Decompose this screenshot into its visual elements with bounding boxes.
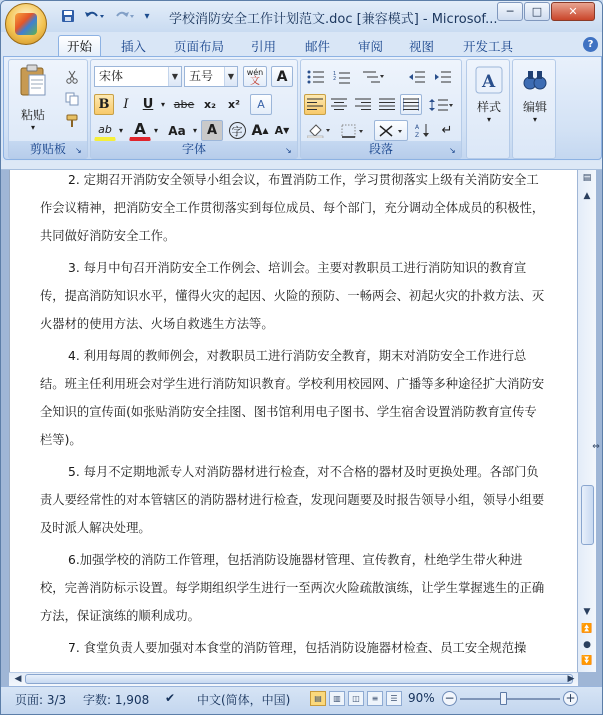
editing-group [512,59,556,159]
browse-object-icon[interactable]: ● [583,640,591,650]
styles-label: 样式 [476,100,501,114]
grow-font-arrow-icon: ▲ [262,126,269,135]
format-painter-icon[interactable] [61,110,83,131]
redo-icon[interactable] [111,7,137,25]
minimize-button[interactable]: ─ [497,2,523,21]
next-page-icon[interactable]: ⏬ [581,656,593,666]
phonetic-guide-button[interactable] [243,66,267,87]
clear-formatting-button[interactable]: A [250,94,272,115]
zoom-level[interactable]: 90% [408,691,435,705]
tab-mailings[interactable]: 邮件 [305,38,331,54]
text-highlight-button[interactable]: ab [94,120,116,141]
shrink-font-button[interactable] [272,120,292,141]
zoom-out-button[interactable]: − [442,691,457,706]
show-marks-icon[interactable]: ↵ [441,123,453,138]
zoom-slider-thumb[interactable] [500,692,507,705]
distributed-icon[interactable] [400,94,422,115]
word-count[interactable]: 字数: 1,908 [83,693,150,707]
borders-icon[interactable] [338,120,368,141]
page-count[interactable]: 页面: 3/3 [15,693,67,707]
editing-chevron-icon: ▾ [532,115,537,124]
multilevel-list-icon[interactable] [358,66,388,87]
editing-button[interactable] [517,66,553,124]
grow-font-label: A [251,122,263,139]
undo-icon[interactable] [81,7,107,25]
customize-qat-chevron-icon[interactable]: ▾ [144,10,150,22]
window-title: 学校消防安全工作计划范文.doc [兼容模式] - Microsof... [169,12,498,27]
font-size-value: 五号 [189,69,214,83]
phonetic-guide-label: wén [246,67,264,77]
change-case-chevron-icon[interactable]: ▾ [192,126,197,135]
scroll-right-icon[interactable]: ▶ [567,673,575,684]
document-page[interactable] [9,170,577,672]
align-center-icon[interactable] [328,94,350,115]
tab-review[interactable]: 审阅 [358,38,384,54]
decrease-indent-icon[interactable] [405,66,429,87]
zoom-in-button[interactable]: + [563,691,578,706]
zoom-slider-track[interactable] [460,698,560,700]
font-color-chevron-icon[interactable]: ▾ [153,126,158,135]
phonetic-guide-icon: 文 [250,75,260,87]
svg-text:Z: Z [415,132,420,138]
previous-page-icon[interactable]: ⏫ [581,624,593,634]
clipboard-launcher-icon[interactable]: ↘ [75,146,82,155]
sort-icon[interactable] [412,120,434,141]
proofing-icon[interactable]: ✔ [165,691,176,705]
help-icon[interactable]: ? [583,37,598,52]
paste-button[interactable] [15,64,51,132]
paragraph-group [300,59,462,159]
line-spacing-icon[interactable] [426,94,456,115]
tab-insert[interactable]: 插入 [121,38,147,54]
font-group-label: 字体 [91,141,297,158]
character-border-button[interactable]: A [271,66,293,87]
font-name-combo[interactable] [94,66,182,87]
tab-home[interactable]: 开始 [58,35,101,56]
underline-chevron-icon[interactable]: ▾ [160,100,165,109]
numbering-icon[interactable] [330,66,356,87]
draft-view-icon[interactable]: ☰ [386,691,402,706]
paragraph-launcher-icon[interactable]: ↘ [449,146,456,155]
web-layout-icon[interactable]: ◫ [348,691,364,706]
tab-view[interactable]: 视图 [409,38,435,54]
grow-font-button[interactable] [250,120,270,141]
font-size-combo[interactable] [184,66,238,87]
paragraph-3[interactable]: 3. 每月中旬召开消防安全工作例会、培训会。主要对教职员工进行消防知识的教育宣传，提高消防知识水平，懂得火灾的起因、火险的预防、一畅两会、初起火灾的扑救方法、灭火器材的使用方法、火场自救逃生方法等。 [40,261,545,331]
close-button[interactable]: ✕ [551,2,595,21]
character-shading-button[interactable]: A [201,120,223,141]
vertical-scrollbar[interactable] [578,170,596,672]
split-handle-icon[interactable]: ⇔ [592,442,600,452]
office-button[interactable] [5,3,47,45]
full-screen-reading-icon[interactable]: ▥ [329,691,345,706]
find-binoculars-icon [521,66,549,94]
font-name-chevron-icon[interactable]: ▼ [168,67,181,86]
ruler-toggle-icon[interactable]: ▤ [582,173,592,183]
quick-access-toolbar [59,7,153,25]
shading-icon[interactable] [304,120,334,141]
save-icon[interactable] [59,7,77,25]
styles-button[interactable] [471,66,507,124]
clipboard-group-label: 剪贴板 [9,141,87,158]
paragraph-7[interactable]: 7. 食堂负责人要加强对本食堂的消防管理，包括消防设施器材检查、员工安全规范操 [68,641,527,655]
cut-icon[interactable] [61,66,83,87]
italic-button[interactable]: I [123,97,129,112]
highlight-chevron-icon[interactable]: ▾ [118,126,123,135]
status-bar [1,686,603,715]
clipboard-group [8,59,88,159]
maximize-button[interactable]: □ [524,2,550,21]
ribbon-tabs [1,32,603,56]
shrink-font-arrow-icon: ▼ [283,126,290,135]
underline-button[interactable]: U [142,97,154,112]
office-logo-icon [15,13,37,35]
font-name-value: 宋体 [99,69,124,83]
paste-label: 粘贴 [20,108,45,122]
shrink-font-label: A [274,124,284,137]
paste-icon [18,64,48,98]
subscript-button[interactable]: x₂ [204,98,216,111]
scroll-left-icon[interactable]: ◀ [14,673,22,684]
paste-chevron-icon: ▾ [30,123,35,132]
align-right-icon[interactable] [352,94,374,115]
chinese-layout-icon[interactable] [374,120,408,141]
justify-icon[interactable] [376,94,398,115]
enclose-characters-label: 字 [229,122,246,139]
title-bar [1,1,603,32]
vertical-scroll-thumb[interactable] [581,485,594,545]
superscript-button[interactable]: x² [228,98,240,111]
horizontal-scroll-thumb[interactable] [25,674,573,684]
paragraph-5[interactable]: 5. 每月不定期地派专人对消防器材进行检查，对不合格的器材及时更换处理。各部门负责人要经常性的对本管辖区的消防器材进行检查，发现问题要及时报告领导小组，领导小组要及时派人解决处理。 [40,465,545,535]
svg-text:1: 1 [333,70,337,77]
scroll-down-small-icon[interactable]: ▼ [583,607,591,617]
scroll-up-icon[interactable]: ▲ [583,191,591,201]
paragraph-2[interactable]: 2. 定期召开消防安全领导小组会议，布置消防工作，学习贯彻落实上级有关消防安全工作会议精神，把消防安全工作贯彻落实到每位成员、每个部门，充分调动全体成员的积极性，共同做好消防安全工作。 [40,173,545,243]
svg-text:A: A [415,124,420,131]
font-launcher-icon[interactable]: ↘ [285,146,292,155]
paragraph-4[interactable]: 4. 利用每周的教师例会，对教职员工进行消防安全教育，期末对消防安全工作进行总结。班主任利用班会对学生进行消防知识教育。学校利用校园网、广播等多种途径扩大消防安全知识的宣传面(如张贴消防安全挂图、图书馆利用电子图书、学生宿舍设置消防教育宣传专栏等)。 [40,349,545,447]
strikethrough-button[interactable]: abe [173,98,195,111]
font-size-chevron-icon[interactable]: ▼ [224,67,237,86]
tab-references[interactable]: 引用 [251,38,277,54]
align-left-icon[interactable] [304,94,326,115]
tab-developer[interactable]: 开发工具 [463,38,514,54]
increase-indent-icon[interactable] [431,66,455,87]
bullets-icon[interactable] [304,66,328,87]
styles-group [466,59,510,159]
font-color-button[interactable]: A [129,120,151,141]
enclose-characters-button[interactable] [226,120,248,141]
svg-text:2: 2 [333,75,337,82]
styles-icon [475,66,503,94]
print-layout-icon[interactable]: ▤ [310,691,326,706]
font-group [90,59,298,159]
paragraph-6[interactable]: 6.加强学校的消防工作管理，包括消防设施器材管理、宣传教育，杜绝学生带火种进校，完善消防标示设置。每学期组织学生进行一至两次火险疏散演练，让学生掌握逃生的正确方法，保证演练的顺利成功。 [40,553,545,623]
bold-button[interactable]: B [94,94,114,115]
language-indicator[interactable]: 中文(简体，中国) [197,693,291,707]
editing-label: 编辑 [522,100,547,114]
ribbon [3,56,602,160]
tab-page-layout[interactable]: 页面布局 [174,38,225,54]
top-ruler-strip [1,161,603,170]
svg-text:A: A [482,72,496,92]
styles-chevron-icon: ▾ [486,115,491,124]
outline-view-icon[interactable]: ≡ [367,691,383,706]
copy-icon[interactable] [61,88,83,109]
change-case-button[interactable]: Aa [168,123,186,138]
paragraph-group-label: 段落 [301,141,461,158]
